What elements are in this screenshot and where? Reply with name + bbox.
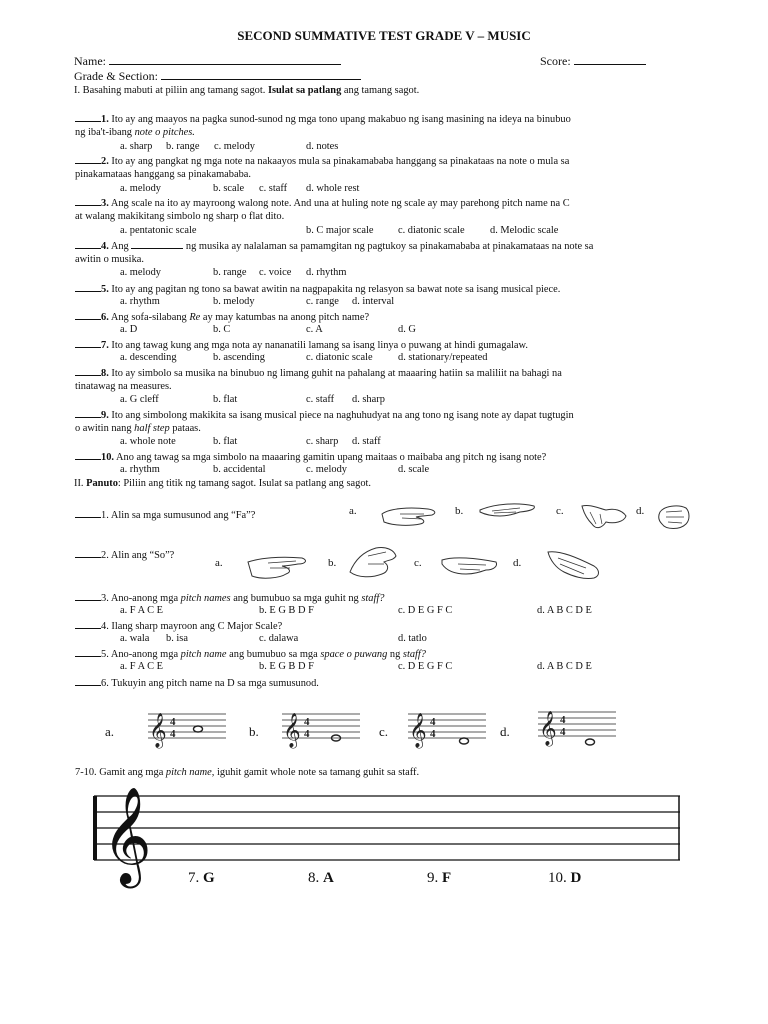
- q1-letter-a: a.: [349, 505, 357, 517]
- part2-question-4: 4. Ilang sharp mayroon ang C Major Scale?: [75, 619, 282, 632]
- treble-clef-icon: 𝄞: [283, 713, 301, 748]
- q7-option-a[interactable]: a. descending: [120, 352, 177, 363]
- time-signature-top: 4: [430, 716, 436, 728]
- q5-option-a[interactable]: a. rhythm: [120, 296, 160, 307]
- q5-option-c[interactable]: c. range: [306, 296, 339, 307]
- name-field: [74, 54, 341, 69]
- grade-field: [74, 69, 361, 84]
- answer-blank[interactable]: [75, 239, 101, 249]
- question-8: 8. Ito ay simbolo sa musika na binubuo ng limang guhit na pahalang at maaaring hatiin sa maliliit na bahagi na tinatawag na measures.: [75, 368, 562, 393]
- question-6: 6. Ang sofa-silabang Re ay may katumbas na anong pitch name?: [75, 310, 715, 324]
- whole-note: [586, 739, 595, 745]
- q3-option-b[interactable]: b. C major scale: [306, 225, 374, 236]
- item-10: 10. D: [548, 870, 582, 886]
- item-9: 9. F: [427, 870, 452, 886]
- question-9: 9. Ito ang simbolong makikita sa isang musical piece na naghuhudyat na ang tono ng isang note ay dapat tugtugin o awitin nang half step pataas.: [75, 410, 574, 435]
- answer-blank[interactable]: [75, 338, 101, 348]
- answer-blank[interactable]: [75, 154, 101, 164]
- q5-option-b[interactable]: b. melody: [213, 296, 255, 307]
- ii-q4-option-c[interactable]: c. dalawa: [259, 633, 299, 644]
- time-signature-bottom: 4: [560, 726, 566, 738]
- answer-blank[interactable]: [75, 196, 101, 206]
- answer-blank[interactable]: [75, 647, 101, 657]
- question-7: 7. Ito ang tawag kung ang mga nota ay nananatili lamang sa isang linya o puwang at hindi gumagalaw.: [75, 338, 715, 352]
- answer-blank[interactable]: [75, 676, 101, 686]
- ii-q5-option-a[interactable]: a. F A C E: [120, 661, 164, 672]
- ii-q3-option-d[interactable]: d. A B C D E: [537, 605, 592, 616]
- part2-question-6: 6. Tukuyin ang pitch name na D sa mga sumusunod.: [75, 676, 319, 689]
- answer-blank[interactable]: [75, 508, 101, 518]
- q10-option-c[interactable]: c. melody: [306, 464, 347, 475]
- treble-clef-icon: 𝄞: [149, 713, 167, 748]
- q7-option-b[interactable]: b. ascending: [213, 352, 265, 363]
- q8-option-b[interactable]: b. flat: [213, 394, 238, 405]
- q2-option-b[interactable]: b. scale: [213, 183, 245, 194]
- item-8: 8. A: [308, 870, 334, 886]
- hand-pointing-down-icon: [578, 498, 630, 532]
- q6-letter-d: d.: [500, 724, 510, 739]
- q8-option-d[interactable]: d. sharp: [352, 394, 385, 405]
- q3-option-a[interactable]: a. pentatonic scale: [120, 225, 197, 236]
- treble-clef-icon: 𝄞: [102, 786, 152, 884]
- score-blank[interactable]: [574, 55, 646, 65]
- answer-blank[interactable]: [75, 366, 101, 376]
- ii-q4-option-d[interactable]: d. tatlo: [398, 633, 427, 644]
- hand-tilted-icon: [478, 500, 538, 528]
- q2-option-a[interactable]: a. melody: [120, 183, 161, 194]
- question-2: 2. Ito ay ang pangkat ng mga note na nakaayos mula sa pinakamababa hanggang sa pinakataas na note o mula sa pinakamataas hanggang sa pinakamababa.: [75, 156, 570, 181]
- q2-letter-b: b.: [328, 557, 337, 569]
- q3-option-c[interactable]: c. diatonic scale: [398, 225, 465, 236]
- question-4: 4. Ang ng musika ay nalalaman sa pamamgitan ng pagtukoy sa pinakamababa at pinakamataas na note sa awitin o musika.: [75, 241, 594, 266]
- q2-letter-a: a.: [215, 557, 223, 569]
- q2-letter-d: d.: [513, 557, 522, 569]
- q9-option-a[interactable]: a. whole note: [120, 436, 176, 447]
- hand-fist-icon: [656, 502, 692, 532]
- q1-option-b[interactable]: b. range: [166, 141, 200, 152]
- staff-option-b: [280, 702, 362, 750]
- q6-option-d[interactable]: d. G: [398, 324, 416, 335]
- time-signature-bottom: 4: [430, 728, 436, 740]
- ii-q5-option-b[interactable]: b. E G B D F: [259, 661, 314, 672]
- score-field: [540, 54, 646, 69]
- q3-option-d[interactable]: d. Melodic scale: [490, 225, 559, 236]
- question-3: 3. Ang scale na ito ay mayroong walong note. And una at huling note ng scale ay may parehong pitch name na C at walang makikitang simbolo ng sharp o flat dito.: [75, 198, 570, 223]
- q1-option-d[interactable]: d. notes: [306, 141, 339, 152]
- q7-option-c[interactable]: c. diatonic scale: [306, 352, 373, 363]
- q1-letter-d: d.: [636, 505, 645, 517]
- item-7: 7. G: [188, 870, 215, 886]
- q4-option-b[interactable]: b. range: [213, 267, 247, 278]
- q1-letter-c: c.: [556, 505, 564, 517]
- answer-blank[interactable]: [75, 591, 101, 601]
- treble-clef-icon: 𝄞: [539, 711, 557, 746]
- part2-question-3: 3. Ano-anong mga pitch names ang bumubuo sa mga guhit ng staff?: [75, 591, 384, 604]
- staff-option-d: [536, 700, 618, 748]
- grade-blank[interactable]: [161, 70, 361, 80]
- q2-option-d[interactable]: d. whole rest: [306, 183, 360, 194]
- time-signature-top: 4: [170, 716, 176, 728]
- q10-option-a[interactable]: a. rhythm: [120, 464, 160, 475]
- q6-option-a[interactable]: a. D: [120, 324, 138, 335]
- treble-clef-icon: 𝄞: [409, 713, 427, 748]
- grade-label: Grade & Section:: [74, 69, 158, 83]
- q6-option-b[interactable]: b. C: [213, 324, 231, 335]
- ii-q4-option-b[interactable]: b. isa: [166, 633, 188, 644]
- q7-option-d[interactable]: d. stationary/repeated: [398, 352, 488, 363]
- q6-letter-c: c.: [379, 724, 389, 739]
- q10-option-b[interactable]: b. accidental: [213, 464, 266, 475]
- part2-question-1: 1. Alin sa mga sumusunod ang “Fa”?: [75, 508, 255, 521]
- q10-option-d[interactable]: d. scale: [398, 464, 430, 475]
- name-label: Name:: [74, 54, 106, 68]
- question-5: 5. Ito ay ang pagitan ng tono sa bawat awitin na nagpapakita ng relasyon sa bawat note sa isang musical piece.: [75, 282, 715, 296]
- hand-side-icon: [440, 552, 500, 582]
- q1-option-a[interactable]: a. sharp: [120, 141, 153, 152]
- part2-question-5: 5. Ano-anong mga pitch name ang bumubuo sa mga space o puwang ng staff?: [75, 647, 426, 660]
- fill-blank[interactable]: [131, 239, 183, 249]
- q8-option-c[interactable]: c. staff: [306, 394, 335, 405]
- ii-q3-option-b[interactable]: b. E G B D F: [259, 605, 314, 616]
- answer-blank[interactable]: [75, 282, 101, 292]
- answer-blank[interactable]: [75, 408, 101, 418]
- hand-flat-icon: [380, 500, 440, 532]
- q6-option-c[interactable]: c. A: [306, 324, 323, 335]
- test-title: SECOND SUMMATIVE TEST GRADE V – MUSIC: [237, 28, 531, 43]
- name-blank[interactable]: [109, 55, 341, 65]
- q9-option-d[interactable]: d. staff: [352, 436, 381, 447]
- staff-option-c: [406, 702, 488, 750]
- time-signature-top: 4: [304, 716, 310, 728]
- ii-q3-option-a[interactable]: a. F A C E: [120, 605, 164, 616]
- answer-blank[interactable]: [75, 112, 101, 122]
- ii-q5-option-d[interactable]: d. A B C D E: [537, 661, 592, 672]
- ii-q4-option-a[interactable]: a. wala: [120, 633, 150, 644]
- hand-raised-icon: [346, 542, 406, 582]
- hand-open-palm-icon: [246, 548, 310, 584]
- time-signature-bottom: 4: [170, 728, 176, 740]
- answer-blank[interactable]: [75, 450, 101, 460]
- q9-option-c[interactable]: c. sharp: [306, 436, 339, 447]
- score-label: Score:: [540, 54, 571, 68]
- part2-question-2: 2. Alin ang “So”?: [75, 548, 174, 561]
- q1-option-c[interactable]: c. melody: [214, 141, 255, 152]
- part2-question-7-10: 7-10. Gamit ang mga pitch name, iguhit gamit whole note sa tamang guhit sa staff.: [75, 767, 420, 778]
- staff-option-a: [146, 702, 228, 750]
- answer-blank[interactable]: [75, 310, 101, 320]
- q2-letter-c: c.: [414, 557, 422, 569]
- q8-option-a[interactable]: a. G cleff: [120, 394, 159, 405]
- q4-option-c[interactable]: c. voice: [259, 267, 292, 278]
- part1-instruction: I. Basahing mabuti at piliin ang tamang sagot. Isulat sa patlang ang tamang sagot.: [74, 85, 420, 96]
- time-signature-top: 4: [560, 714, 566, 726]
- whole-note: [460, 738, 469, 744]
- q6-letter-b: b.: [249, 724, 259, 739]
- q4-option-d[interactable]: d. rhythm: [306, 267, 347, 278]
- q2-option-c[interactable]: c. staff: [259, 183, 288, 194]
- ii-q5-option-c[interactable]: c. D E G F C: [398, 661, 453, 672]
- time-signature-bottom: 4: [304, 728, 310, 740]
- part2-instruction: II. Panuto: Piliin ang titik ng tamang sagot. Isulat sa patlang ang sagot.: [74, 478, 371, 489]
- q1-letter-b: b.: [455, 505, 464, 517]
- q6-letter-a: a.: [105, 724, 115, 739]
- answer-blank[interactable]: [75, 619, 101, 629]
- q5-option-d[interactable]: d. interval: [352, 296, 395, 307]
- q4-option-a[interactable]: a. melody: [120, 267, 161, 278]
- answer-blank[interactable]: [75, 548, 101, 558]
- hand-angled-up-icon: [544, 546, 604, 586]
- question-1: 1. Ito ay ang maayos na pagka sunod-sunod ng mga tono upang makabuo ng isang masining na ideya na binubuo ng iba't-ibang note o pitches.: [75, 114, 571, 139]
- question-10: 10. Ano ang tawag sa mga simbolo na maaaring gamitin upang maitaas o maibaba ang pitch ng isang note?: [75, 450, 715, 464]
- ii-q3-option-c[interactable]: c. D E G F C: [398, 605, 453, 616]
- whole-note: [194, 726, 203, 732]
- q9-option-b[interactable]: b. flat: [213, 436, 238, 447]
